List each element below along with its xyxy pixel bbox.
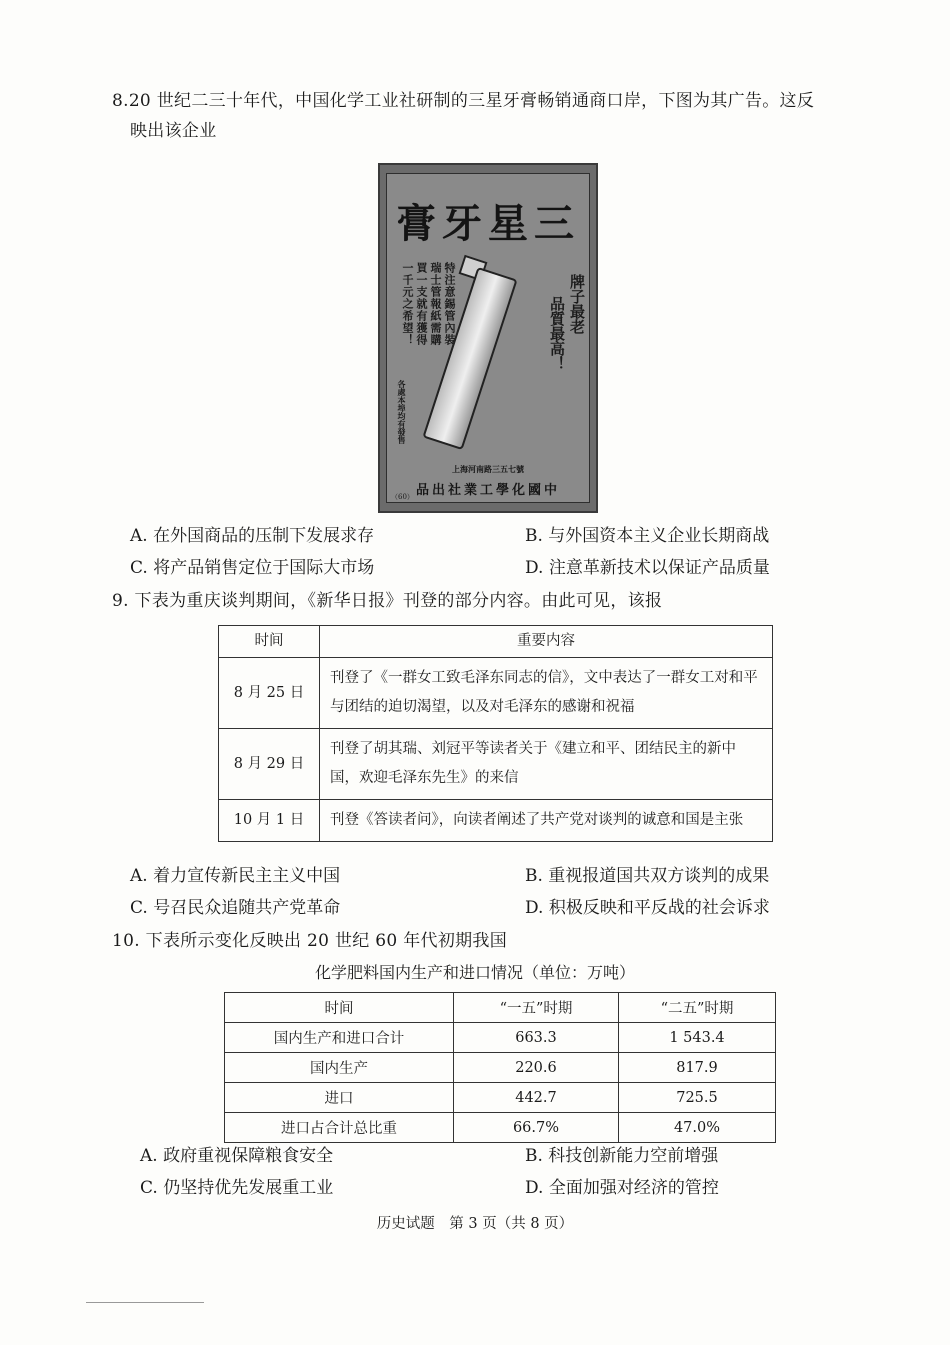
q10-row1-val1: 663.3 bbox=[454, 1023, 619, 1053]
q9-row2-content: 刊登了胡其瑞、刘冠平等读者关于《建立和平、团结民主的新中国，欢迎毛泽东先生》的来信 bbox=[320, 729, 773, 800]
q9-stem: 9. 下表为重庆谈判期间，《新华日报》刊登的部分内容。由此可见，该报 bbox=[112, 591, 663, 611]
q9-row1-date: 8 月 25 日 bbox=[219, 658, 320, 729]
q10-row2-val1: 220.6 bbox=[454, 1053, 619, 1083]
q10-option-a[interactable]: A. 政府重视保障粮食安全 bbox=[140, 1146, 334, 1166]
q10-row2-val2: 817.9 bbox=[619, 1053, 776, 1083]
toothpaste-advertisement bbox=[378, 163, 598, 513]
q9-row3-content: 刊登《答读者问》，向读者阐述了共产党对谈判的诚意和国是主张 bbox=[320, 800, 773, 842]
ad-company: 品出社業工學化國中 bbox=[415, 483, 560, 498]
q9-row2-date: 8 月 29 日 bbox=[219, 729, 320, 800]
q10-option-b[interactable]: B. 科技创新能力空前增强 bbox=[525, 1146, 719, 1166]
ad-slogan-col1: 牌子最老 bbox=[568, 274, 586, 334]
q9-option-a[interactable]: A. 着力宣传新民主主义中国 bbox=[130, 866, 341, 886]
table-row bbox=[219, 729, 773, 800]
q9-option-d[interactable]: D. 积极反映和平反战的社会诉求 bbox=[525, 898, 770, 918]
table-row bbox=[219, 800, 773, 842]
q10-header-period2: “二五”时期 bbox=[619, 993, 776, 1023]
table-row bbox=[219, 658, 773, 729]
q8-option-b[interactable]: B. 与外国资本主义企业长期商战 bbox=[525, 526, 770, 546]
ad-left-col2: 瑞士管報紙需購 bbox=[429, 262, 442, 346]
q10-row2-label: 国内生产 bbox=[225, 1053, 454, 1083]
q10-row3-val1: 442.7 bbox=[454, 1083, 619, 1113]
q10-header-time: 时间 bbox=[225, 993, 454, 1023]
ad-page-mark: （60） bbox=[391, 493, 414, 501]
q10-table-title: 化学肥料国内生产和进口情况（单位：万吨） bbox=[314, 963, 635, 982]
q9-header-content: 重要内容 bbox=[320, 626, 773, 658]
ad-left-col4: 一千元之希望！ bbox=[401, 262, 414, 346]
ad-frame bbox=[386, 173, 590, 503]
table-row bbox=[225, 1083, 776, 1113]
q9-option-c[interactable]: C. 号召民众追随共产党革命 bbox=[130, 898, 341, 918]
q8-stem-line2: 映出该企业 bbox=[130, 121, 217, 141]
page-footer: 历史试题 第 3 页（共 8 页） bbox=[376, 1216, 574, 1232]
q9-table bbox=[218, 625, 773, 842]
ad-left-col3: 買一支就有獲得 bbox=[415, 262, 428, 346]
q8-option-d[interactable]: D. 注意革新技术以保证产品质量 bbox=[525, 558, 770, 578]
table-row bbox=[225, 1053, 776, 1083]
q10-row4-label: 进口占合计总比重 bbox=[225, 1113, 454, 1143]
q10-table bbox=[224, 992, 776, 1143]
q10-row3-val2: 725.5 bbox=[619, 1083, 776, 1113]
ad-title: 膏牙星三 bbox=[396, 200, 580, 247]
q9-option-b[interactable]: B. 重视报道国共双方谈判的成果 bbox=[525, 866, 770, 886]
q10-stem: 10. 下表所示变化反映出 20 世纪 60 年代初期我国 bbox=[112, 931, 508, 951]
q8-stem-line1: 8.20 世纪二三十年代，中国化学工业社研制的三星牙膏畅销通商口岸，下图为其广告。这反 bbox=[112, 91, 815, 111]
q9-row1-content: 刊登了《一群女工致毛泽东同志的信》，文中表达了一群女工对和平与团结的迫切渴望，以及对毛泽东的感谢和祝福 bbox=[320, 658, 773, 729]
q8-option-c[interactable]: C. 将产品销售定位于国际大市场 bbox=[130, 558, 375, 578]
table-row bbox=[225, 1023, 776, 1053]
q10-header-period1: “一五”时期 bbox=[454, 993, 619, 1023]
table-row bbox=[225, 1113, 776, 1143]
q10-row4-val2: 47.0% bbox=[619, 1113, 776, 1143]
q10-row4-val1: 66.7% bbox=[454, 1113, 619, 1143]
ad-left-col1: 特注意錫管內裝 bbox=[443, 262, 456, 346]
q9-header-time: 时间 bbox=[219, 626, 320, 658]
q10-row1-val2: 1 543.4 bbox=[619, 1023, 776, 1053]
ad-slogan-col2: 品質最高！ bbox=[548, 296, 566, 371]
ad-address: 上海河南路三五七號 bbox=[452, 464, 524, 474]
q10-row3-label: 进口 bbox=[225, 1083, 454, 1113]
q10-option-c[interactable]: C. 仍坚持优先发展重工业 bbox=[140, 1178, 334, 1198]
footer-divider bbox=[86, 1302, 204, 1303]
q9-row3-date: 10 月 1 日 bbox=[219, 800, 320, 842]
ad-side-text: 各處本埠均有發售 bbox=[397, 380, 407, 444]
q10-row1-label: 国内生产和进口合计 bbox=[225, 1023, 454, 1053]
q10-option-d[interactable]: D. 全面加强对经济的管控 bbox=[525, 1178, 719, 1198]
q8-option-a[interactable]: A. 在外国商品的压制下发展求存 bbox=[130, 526, 375, 546]
